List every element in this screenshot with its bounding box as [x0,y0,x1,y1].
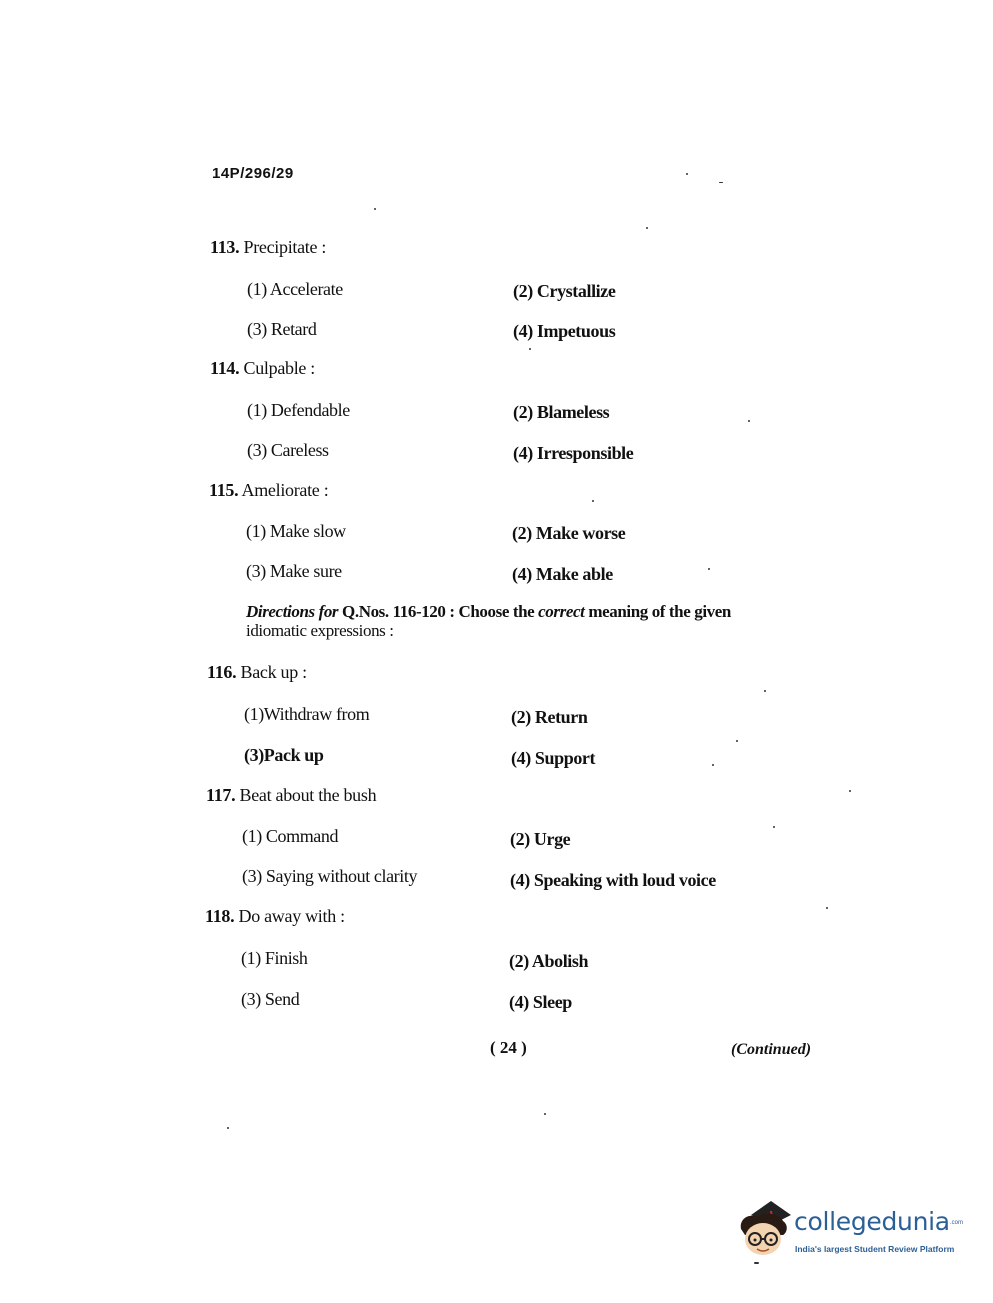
option-118-4: (4) Sleep [509,992,572,1012]
scan-speck [686,173,688,175]
option-116-3: (3)Pack up [244,745,324,765]
directions-emphasis: correct [538,602,585,621]
option-117-3: (3) Saying without clarity [242,866,418,886]
option-113-1: (1) Accelerate [247,279,343,299]
question-number: 118. [205,906,235,926]
option-113-2: (2) Crystallize [513,281,616,301]
option-116-4: (4) Support [511,748,596,768]
scan-speck [736,740,738,742]
question-number: 115. [209,480,239,500]
question-text: Beat about the bush [239,785,377,805]
option-114-3: (3) Careless [247,440,329,460]
scan-speck [826,907,828,909]
continued-label: (Continued) [731,1041,812,1058]
question-text: Back up : [240,662,307,682]
option-117-4: (4) Speaking with loud voice [510,870,716,890]
question-text: Culpable : [243,358,316,378]
scan-speck [773,826,775,828]
scan-speck [544,1113,546,1115]
question-number: 116. [207,662,237,682]
scan-speck [529,348,531,350]
page-number: ( 24 ) [490,1038,527,1057]
question-number: 114. [210,358,240,378]
option-116-1: (1)Withdraw from [244,704,370,724]
question-115 [209,480,328,501]
directions-qnos: Q.Nos. 116-120 : [342,602,455,621]
scan-speck [592,500,594,502]
directions-line2: idiomatic expressions : [246,621,394,640]
scan-speck [374,208,376,210]
scan-speck [719,182,723,183]
question-118 [205,906,345,927]
paper-code: 14P/296/29 [212,165,294,182]
logo-suffix: .com [950,1220,964,1226]
option-115-2: (2) Make worse [512,523,626,543]
option-114-1: (1) Defendable [247,400,350,420]
scan-speck [227,1127,229,1129]
scan-speck [849,790,851,792]
directions-lead: Directions for [246,602,339,621]
question-113 [210,237,326,258]
question-number: 117. [206,785,236,805]
option-113-3: (3) Retard [247,319,317,339]
question-114 [210,358,315,379]
question-number: 113. [210,237,240,257]
option-117-1: (1) Command [242,826,339,846]
question-text: Do away with : [238,906,345,926]
directions-post: meaning of the given [588,602,731,621]
question-text: Ameliorate : [241,480,329,500]
option-115-3: (3) Make sure [246,561,342,581]
option-118-3: (3) Send [241,989,300,1009]
option-118-1: (1) Finish [241,948,308,968]
scan-speck [764,690,766,692]
question-117 [206,785,376,806]
directions-pre: Choose the [458,602,535,621]
question-text: Precipitate : [243,237,327,257]
option-114-2: (2) Blameless [513,402,610,422]
scan-speck [712,764,714,766]
option-114-4: (4) Irresponsible [513,443,634,463]
scan-speck [646,227,648,229]
option-117-2: (2) Urge [510,829,571,849]
option-118-2: (2) Abolish [509,951,589,971]
scan-speck [708,568,710,570]
option-116-2: (2) Return [511,707,588,727]
logo-brand-text: collegedunia [794,1207,950,1236]
directions-block [246,602,826,640]
logo-tagline: India's largest Student Review Platform [795,1244,955,1254]
scan-speck [748,420,750,422]
option-115-1: (1) Make slow [246,521,346,541]
option-115-4: (4) Make able [512,564,613,584]
option-113-4: (4) Impetuous [513,321,616,341]
question-116 [207,662,307,683]
